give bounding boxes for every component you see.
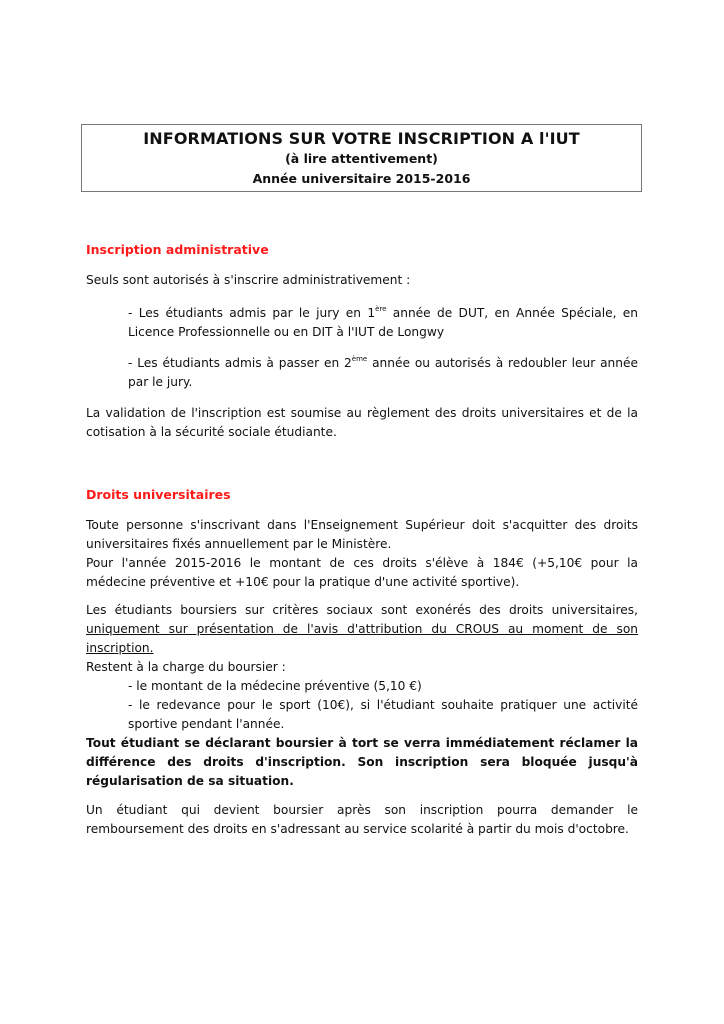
- underlined-condition: uniquement sur présentation de l'avis d'attribution du CROUS au moment de son inscription.: [86, 622, 638, 655]
- section-droits: [86, 485, 638, 504]
- inscription-item-1: - Les étudiants admis par le jury en 1ère année de DUT, en Année Spéciale, en Licence Professionnelle ou en DIT à l'IUT de Longwy: [128, 305, 638, 339]
- section-inscription: [86, 240, 638, 259]
- validation-paragraph: La validation de l'inscription est soumise au règlement des droits universitaires et de la cotisation à la sécurité sociale étudiante.: [86, 406, 638, 439]
- document-subtitle: (à lire attentivement): [285, 151, 438, 166]
- academic-year: Année universitaire 2015-2016: [252, 171, 471, 186]
- title-box: [81, 124, 642, 192]
- boursier-charges-list: [86, 677, 638, 734]
- intro-text: Seuls sont autorisés à s'inscrire administrativement :: [86, 273, 411, 287]
- droits-paragraph-1: Toute personne s'inscrivant dans l'Enseignement Supérieur doit s'acquitter des droits universitaires fixés annuellement par le Ministère. Pour l'année 2015-2016 le montant de ces droits s'élève à 184€ (+5,10€ pour la médecine préventive et +10€ pour la pratique d'une activité sportive).: [86, 518, 638, 589]
- inscription-item-2: - Les étudiants admis à passer en 2ème année ou autorisés à redoubler leur année par le jury.: [128, 355, 638, 389]
- warning-paragraph: Tout étudiant se déclarant boursier à tort se verra immédiatement réclamer la différence des droits d'inscription. Son inscription sera bloquée jusqu'à régularisation de sa situation.: [86, 736, 638, 788]
- charge-item: - le redevance pour le sport (10€), si l'étudiant souhaite pratiquer une activité sportive pendant l'année.: [128, 698, 638, 731]
- boursiers-paragraph: Les étudiants boursiers sur critères sociaux sont exonérés des droits universitaires, uniquement sur présentation de l'avis d'attribution du CROUS au moment de son inscription. Restent à la charge du boursier :: [86, 603, 638, 674]
- remboursement-paragraph: Un étudiant qui devient boursier après son inscription pourra demander le remboursement des droits en s'adressant au service scolarité à partir du mois d'octobre.: [86, 803, 638, 836]
- charge-item: - le montant de la médecine préventive (5,10 €): [128, 679, 422, 693]
- section-heading-droits: Droits universitaires: [86, 487, 231, 502]
- document-title: INFORMATIONS SUR VOTRE INSCRIPTION A l'IUT: [143, 129, 580, 148]
- section-heading-inscription: Inscription administrative: [86, 242, 269, 257]
- inscription-intro: [86, 271, 638, 290]
